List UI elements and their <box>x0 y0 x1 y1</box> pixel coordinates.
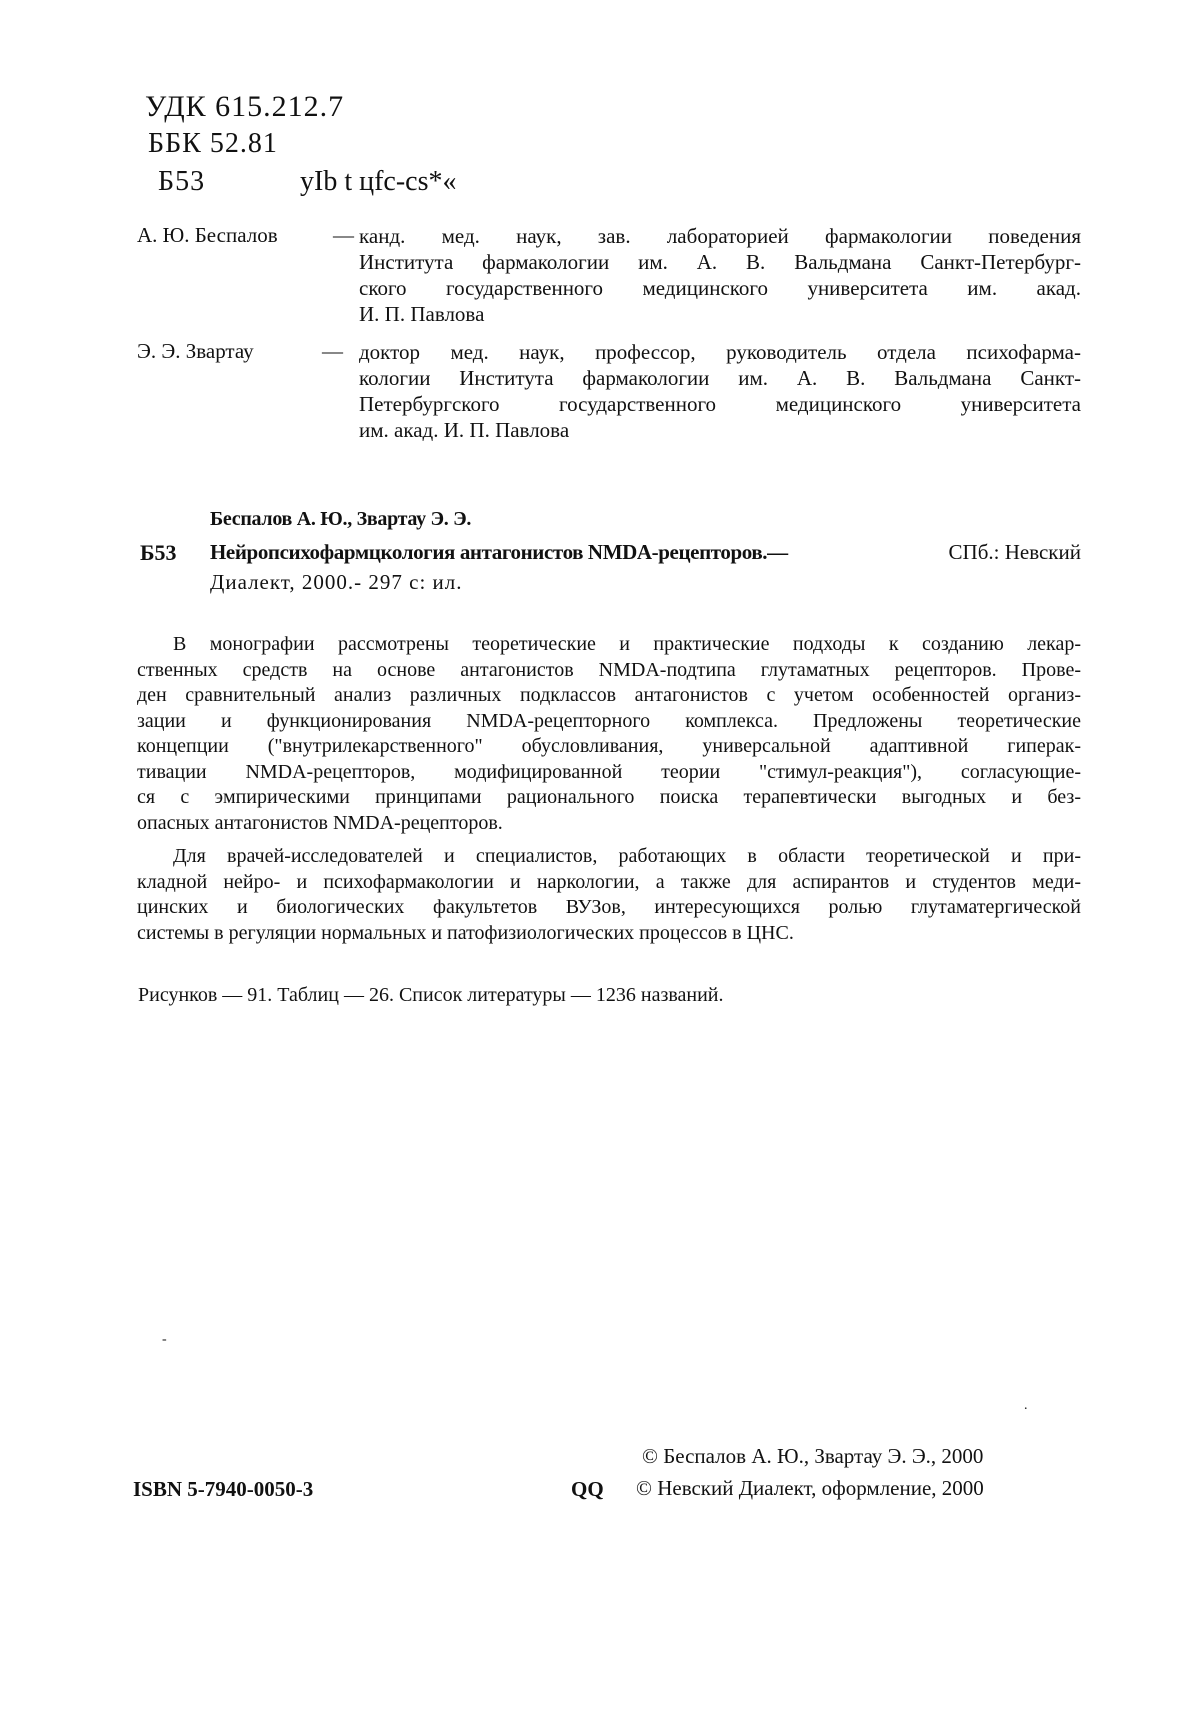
author-dash-1: — <box>333 223 354 247</box>
abstract-paragraph-2 <box>137 844 1081 946</box>
abstract-line: зации и функционирования NMDA-рецепторного комплекса. Предложены теоретические <box>137 709 1081 732</box>
author-2-line: им. акад. И. П. Павлова <box>359 418 570 442</box>
udk-code: УДК 615.212.7 <box>145 90 345 123</box>
abstract-line: системы в регуляции нормальных и патофизиологических процессов в ЦНС. <box>137 921 794 944</box>
author-1-line: ского государственного медицинского университета им. акад. <box>359 276 1081 300</box>
bib-publisher-end: Диалект, 2000.- 297 с: ил. <box>210 570 463 594</box>
abstract-line: ся с эмпирическими принципами рационального поиска терапевтически выгодных и без- <box>137 786 1081 808</box>
isbn-number: ISBN 5-7940-0050-3 <box>133 1477 314 1501</box>
abstract-line: В монографии рассмотрены теоретические и практические подходы к созданию лекар- <box>173 633 1081 655</box>
bib-authors: Беспалов А. Ю., Звартау Э. Э. <box>210 508 472 530</box>
author-dash-2: — <box>322 339 343 363</box>
abstract-line: тивации NMDA-рецепторов, модифицированной теории "стимул-реакция"), согласующие- <box>137 760 1081 783</box>
author-2-line: кологии Института фармакологии им. А. В. Вальдмана Санкт- <box>359 366 1081 390</box>
author-name-2: Э. Э. Звартау <box>137 339 254 363</box>
author-1-line: И. П. Павлова <box>359 302 485 326</box>
abstract-line: опасных антагонистов NMDA-рецепторов. <box>137 811 503 834</box>
abstract-line: ден сравнительный анализ различных подклассов антагонистов с учетом особенностей организ- <box>137 684 1081 706</box>
author-2-line: доктор мед. наук, профессор, руководитель отдела психофарма- <box>359 340 1081 364</box>
author-1-line: канд. мед. наук, зав. лабораторией фармакологии поведения <box>359 224 1081 248</box>
abstract-line: цинских и биологических факультетов ВУЗов, интересующихся ролью глутаматергической <box>137 896 1081 918</box>
author-2-line: Петербургского государственного медицинского университета <box>359 392 1081 416</box>
author-description-1 <box>359 223 1081 327</box>
scan-artifact-text: yIb t цfc-cs*« <box>300 166 457 197</box>
bib-title: Нейропсихофармцкология антагонистов NMDA-рецепторов.— <box>210 540 788 564</box>
abstract-line: Для врачей-исследователей и специалистов, работающих в области теоретической и при- <box>173 845 1081 867</box>
bib-title-line <box>210 540 1081 565</box>
author-name-1: А. Ю. Беспалов <box>137 223 278 247</box>
scan-mark-right: . <box>1024 1398 1028 1413</box>
qq-mark: QQ <box>571 1477 604 1501</box>
bib-publisher-start: СПб.: Невский <box>948 540 1081 564</box>
figures-tables-references-count: Рисунков — 91. Таблиц — 26. Список литературы — 1236 названий. <box>138 984 724 1006</box>
abstract-line: ственных средств на основе антагонистов NMDA-подтипа глутаматных рецепторов. Прове- <box>137 658 1081 681</box>
bbk-code: ББК 52.81 <box>148 128 278 159</box>
abstract-line: концепции ("внутрилекарственного" обусловливания, универсальной адаптивной гиперак- <box>137 735 1081 757</box>
abstract-paragraph-1 <box>137 632 1081 836</box>
author-description-2 <box>359 339 1081 443</box>
copyright-authors: © Беспалов А. Ю., Звартау Э. Э., 2000 <box>642 1444 984 1468</box>
bib-code: Б53 <box>140 540 177 565</box>
scan-mark-left: - <box>162 1332 167 1347</box>
abstract-line: кладной нейро- и психофармакологии и наркологии, а также для аспирантов и студентов меди- <box>137 870 1081 893</box>
author-mark-code: Б53 <box>158 166 206 197</box>
copyright-publisher: © Невский Диалект, оформление, 2000 <box>636 1476 984 1500</box>
author-1-line: Института фармакологии им. А. В. Вальдмана Санкт-Петербург- <box>359 250 1081 274</box>
